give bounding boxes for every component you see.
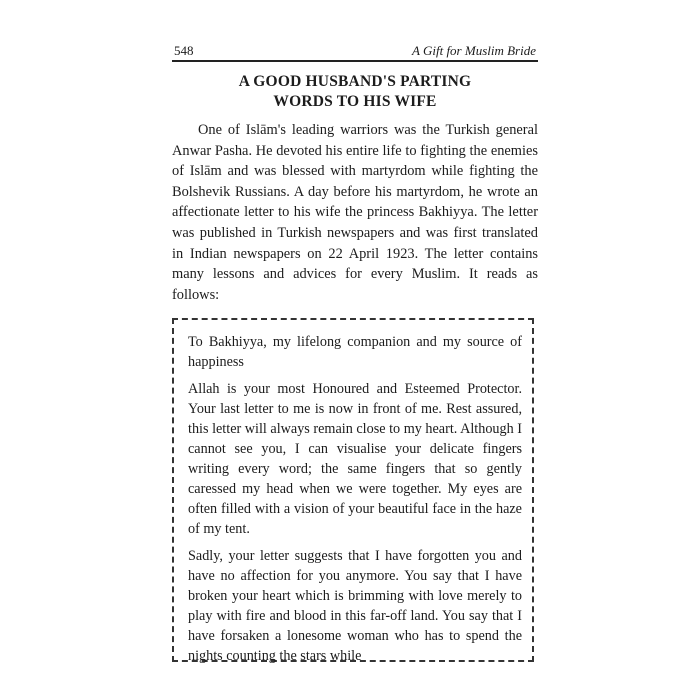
chapter-title-line-2: WORDS TO HIS WIFE bbox=[273, 93, 437, 110]
chapter-title-line-1: A GOOD HUSBAND'S PARTING bbox=[238, 73, 472, 90]
running-header bbox=[172, 40, 538, 62]
letter-paragraph-1: Allah is your most Honoured and Esteemed Protector. Your last letter to me is now in front of me. Rest assured, this letter will always remain close to my heart. Although I cannot see you, I can visualise your delicate fingers writing every word; the same fingers that so gently caressed my head when we were together. My eyes are often filled with a vision of your beautiful face in the haze of my tent. bbox=[188, 381, 522, 537]
letter-paragraph-2: Sadly, your letter suggests that I have forgotten you and have no affection for you anymore. You say that I have broken your heart which is brimming with love merely to play with fire and blood in this far-off land. You say that I have forsaken a lonesome woman who has to spend the nights counting the stars while bbox=[188, 548, 522, 664]
letter-salutation: To Bakhiyya, my lifelong companion and my source of happiness bbox=[188, 334, 522, 370]
letter-text bbox=[188, 332, 522, 673]
letter-box bbox=[172, 318, 534, 662]
chapter-title bbox=[172, 72, 538, 112]
page-number: 548 bbox=[174, 43, 194, 58]
book-page bbox=[172, 34, 538, 674]
intro-paragraph: One of Islām's leading warriors was the Turkish general Anwar Pasha. He devoted his entire life to fighting the enemies of Islām and was blessed with martyrdom while fighting the Bolshevik Russians. A day before his martyrdom, he wrote an affectionate letter to his wife the princess Bakhiyya. The letter was published in Turkish newspapers and was first translated in Indian newspapers on 22 April 1923. The letter contains many lessons and advices for every Muslim. It reads as follows: bbox=[172, 122, 538, 303]
book-title: A Gift for Muslim Bride bbox=[412, 43, 536, 58]
